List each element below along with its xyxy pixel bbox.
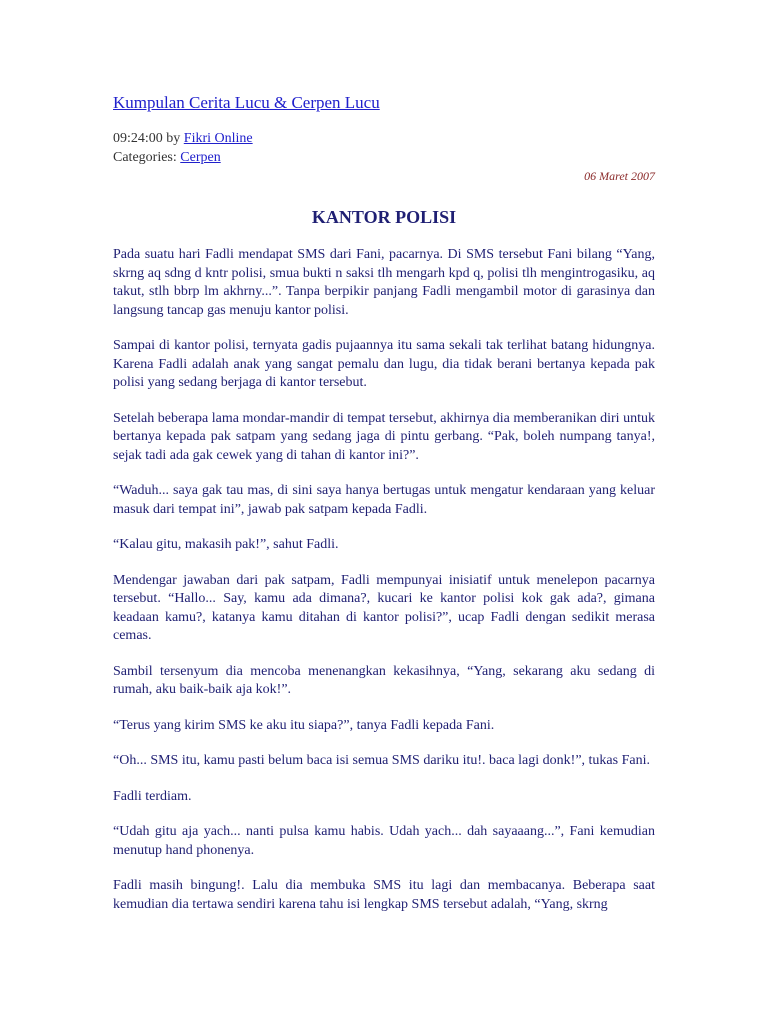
story-paragraph: Sambil tersenyum dia mencoba menenangkan kekasihnya, “Yang, sekarang aku sedang di rumah, aku baik-baik aja kok!”. xyxy=(113,663,655,697)
story-paragraph: Fadli masih bingung!. Lalu dia membuka SMS itu lagi dan membacanya. Beberapa saat kemudian dia tertawa sendiri karena tahu isi lengkap SMS tersebut adalah, “Yang, skrng xyxy=(113,878,655,912)
story-title: KANTOR POLISI xyxy=(311,207,457,227)
story-paragraph: Fadli terdiam. xyxy=(113,788,192,804)
post-date: 06 Maret 2007 xyxy=(584,169,655,183)
blog-title-link[interactable]: Kumpulan Cerita Lucu & Cerpen Lucu xyxy=(113,93,380,112)
story-paragraph: Pada suatu hari Fadli mendapat SMS dari Fani, pacarnya. Di SMS tersebut Fani bilang “Yang, skrng aq sdng d kntr polisi, smua bukti n saksi tlh mengarh kpd q, polisi tlh mengintrogasiku, aq takut, stlh bbrp lm akhrny...”. Tanpa berpikir panjang Fadli mengambil motor di garasinya dan langsung tancap gas menuju kantor polisi. xyxy=(113,247,655,318)
story-paragraph: Setelah beberapa lama mondar-mandir di tempat tersebut, akhirnya dia memberanikan diri untuk bertanya kepada pak satpam yang sedang jaga di pintu gerbang. “Pak, boleh numpang tanya!, sejak tadi ada gak cewek yang di tahan di kantor ini?”. xyxy=(113,410,655,463)
story-paragraph: “Kalau gitu, makasih pak!”, sahut Fadli. xyxy=(113,537,339,552)
story-paragraph: Mendengar jawaban dari pak satpam, Fadli mempunyai inisiatif untuk menelepon pacarnya tersebut. “Hallo... Say, kamu ada dimana?, kucari ke kantor polisi kok gak ada?, gimana keadaan kamu?, katanya kamu ditahan di kantor polisi?”, ucap Fadli dengan sedikit merasa cemas. xyxy=(113,572,655,643)
post-content xyxy=(113,92,655,931)
category-link[interactable]: Cerpen xyxy=(180,150,221,165)
categories-label: Categories: xyxy=(113,150,177,165)
story-paragraph: “Terus yang kirim SMS ke aku itu siapa?”, tanya Fadli kepada Fani. xyxy=(113,717,495,733)
story-paragraph: Sampai di kantor polisi, ternyata gadis pujaannya itu sama sekali tak terlihat batang hidungnya. Karena Fadli adalah anak yang sangat pemalu dan lugu, dia tidak berani bertanya kepada pak polisi yang sedang berjaga di kantor tersebut. xyxy=(113,338,655,390)
story-body xyxy=(113,246,655,914)
story-paragraph: “Waduh... saya gak tau mas, di sini saya hanya bertugas untuk mengatur kendaraan yang keluar masuk dari tempat ini”, jawab pak satpam kepada Fadli. xyxy=(113,483,655,517)
story-paragraph: “Oh... SMS itu, kamu pasti belum baca isi semua SMS dariku itu!. baca lagi donk!”, tukas Fani. xyxy=(113,753,650,768)
author-link[interactable]: Fikri Online xyxy=(183,131,253,146)
post-meta xyxy=(113,129,655,167)
by-label: by xyxy=(166,131,181,146)
post-byline xyxy=(113,129,655,148)
post-categories xyxy=(113,148,655,167)
post-time: 09:24:00 xyxy=(113,131,163,146)
story-paragraph: “Udah gitu aja yach... nanti pulsa kamu habis. Udah yach... dah sayaaang...”, Fani kemudian menutup hand phonenya. xyxy=(113,824,655,858)
